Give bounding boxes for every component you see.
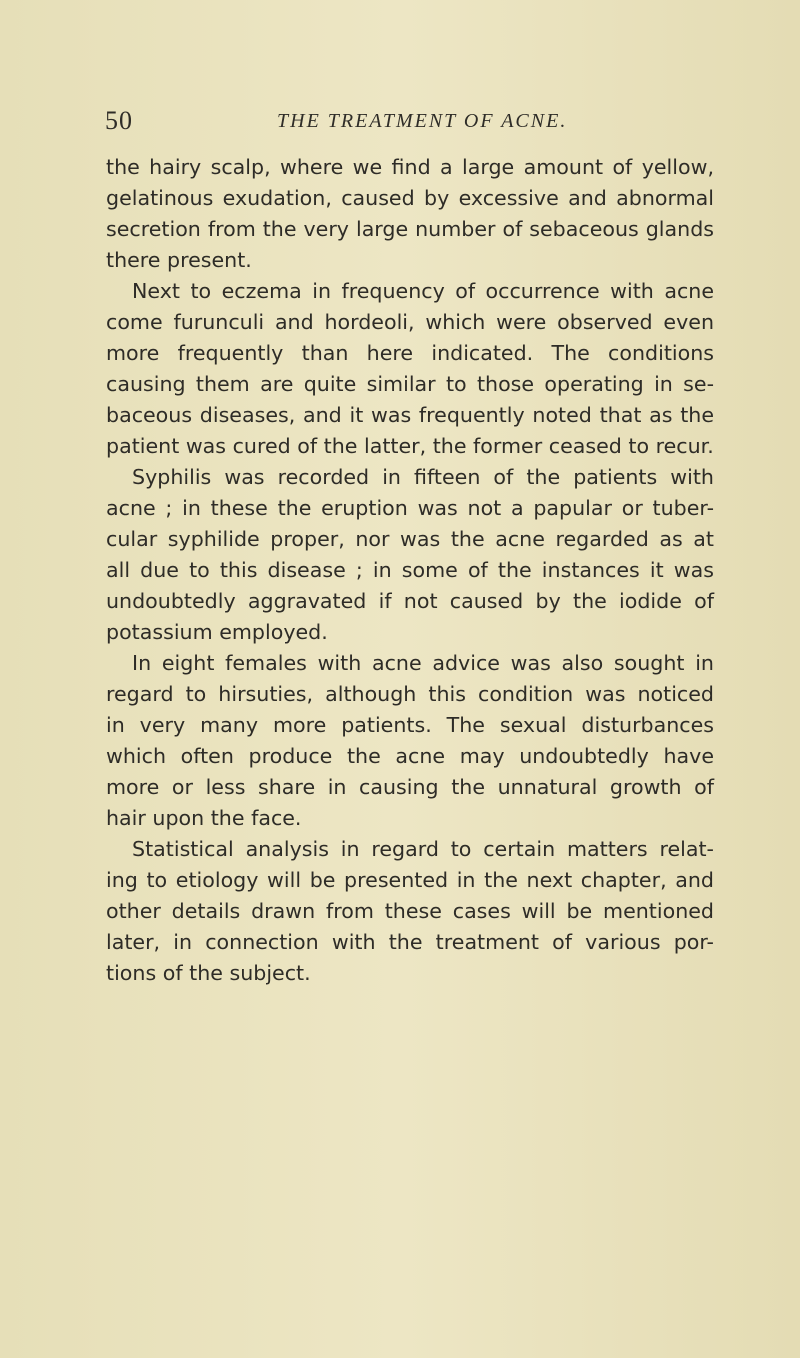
text-line: Syphilis was recorded in fifteen of the patients with	[132, 465, 714, 489]
text-line: gelatinous exudation, caused by excessive and abnormal	[106, 186, 714, 210]
text-line: later, in connection with the treatment of various por-	[106, 930, 714, 954]
text-line: more or less share in causing the unnatural growth of	[106, 775, 714, 799]
text-line: other details drawn from these cases will be mentioned	[106, 899, 714, 923]
text-line: In eight females with acne advice was also sought in	[132, 651, 714, 675]
running-head	[105, 104, 720, 138]
text-line: patient was cured of the latter, the former ceased to recur.	[106, 434, 714, 458]
text-line: baceous diseases, and it was frequently noted that as the	[106, 403, 714, 427]
body-text	[106, 152, 714, 989]
text-line: secretion from the very large number of sebaceous glands	[106, 217, 714, 241]
text-line: undoubtedly aggravated if not caused by the iodide of	[106, 589, 714, 613]
text-line: ing to etiology will be presented in the next chapter, and	[106, 868, 714, 892]
text-line: Statistical analysis in regard to certain matters relat-	[132, 837, 714, 861]
running-head-title: THE TREATMENT OF ACNE.	[277, 110, 568, 132]
text-line: there present.	[106, 248, 252, 272]
text-line: regard to hirsuties, although this condition was noticed	[106, 682, 714, 706]
text-line: more frequently than here indicated. The conditions	[106, 341, 714, 365]
text-line: the hairy scalp, where we find a large amount of yellow,	[106, 155, 714, 179]
text-line: tions of the subject.	[106, 961, 311, 985]
text-line: acne ; in these the eruption was not a papular or tuber-	[106, 496, 714, 520]
text-line: come furunculi and hordeoli, which were observed even	[106, 310, 714, 334]
text-line: potassium employed.	[106, 620, 328, 644]
text-line: in very many more patients. The sexual disturbances	[106, 713, 714, 737]
page-number: 50	[105, 106, 133, 135]
text-line: hair upon the face.	[106, 806, 302, 830]
text-line: causing them are quite similar to those operating in se-	[106, 372, 714, 396]
text-line: cular syphilide proper, nor was the acne regarded as at	[106, 527, 714, 551]
text-line: Next to eczema in frequency of occurrence with acne	[132, 279, 714, 303]
text-line: all due to this disease ; in some of the instances it was	[106, 558, 714, 582]
text-line: which often produce the acne may undoubtedly have	[106, 744, 714, 768]
